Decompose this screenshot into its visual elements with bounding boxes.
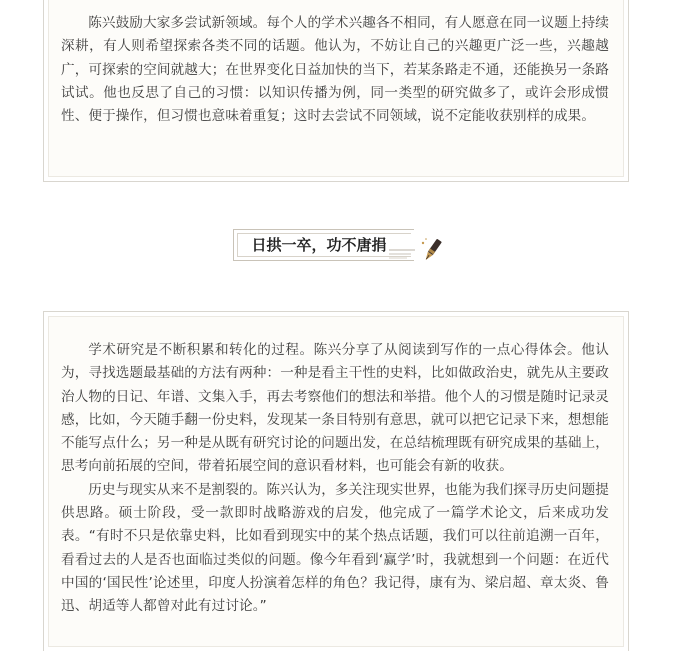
section-heading [233, 229, 414, 261]
paragraph: 学术研究是不断积累和转化的过程。陈兴分享了从阅读到写作的一点心得体会。他认为，寻找选题最基础的方法有两种：一种是看主干性的史料，比如做政治史，就先从主要政治人物的日记、年谱、文集入手，再去考察他们的想法和举措。他个人的习惯是随时记录灵感，比如，今天随手翻一份史料，发现某一条目特别有意思，就可以把它记录下来，想想能不能写点什么；另一种是从既有研究讨论的问题出发，在总结梳理既有研究成果的基础上，思考向前拓展的空间，带着拓展空间的意识看材料，也可能会有新的收获。 [61, 342, 609, 475]
article-text-top [61, 12, 609, 128]
article-card-bottom [43, 311, 629, 651]
article-text-bottom [61, 339, 609, 619]
pen-icon [420, 236, 444, 266]
section-heading-title: 日拱一卒，功不唐捐 [251, 236, 387, 254]
article-card-top [43, 0, 629, 182]
paragraph: 陈兴鼓励大家多尝试新领域。每个人的学术兴趣各不相同，有人愿意在同一议题上持续深耕，有人则希望探索各类不同的话题。他认为，不妨让自己的兴趣更广泛一些，兴趣越广，可探索的空间就越大；在世界变化日益加快的当下，若某条路走不通，还能换另一条路试试。他也反思了自己的习惯：以知识传播为例，同一类型的研究做多了，或许会形成惯性、便于操作，但习惯也意味着重复；这时去尝试不同领域，说不定能收获别样的成果。 [61, 15, 609, 125]
heading-decoration-lines [389, 247, 419, 261]
paragraph: 历史与现实从来不是割裂的。陈兴认为，多关注现实世界，也能为我们探寻历史问题提供思路。硕士阶段，受一款即时战略游戏的启发，他完成了一篇学术论文，后来成功发表。“有时不只是依靠史料，比如看到现实中的某个热点话题，我们可以往前追溯一百年，看看过去的人是否也面临过类似的问题。像今年看到‘赢学’时，我就想到一个问题：在近代中国的‘国民性’论述里，印度人扮演着怎样的角色？我记得，康有为、梁启超、章太炎、鲁迅、胡适等人都曾对此有过讨论。” [61, 481, 609, 615]
